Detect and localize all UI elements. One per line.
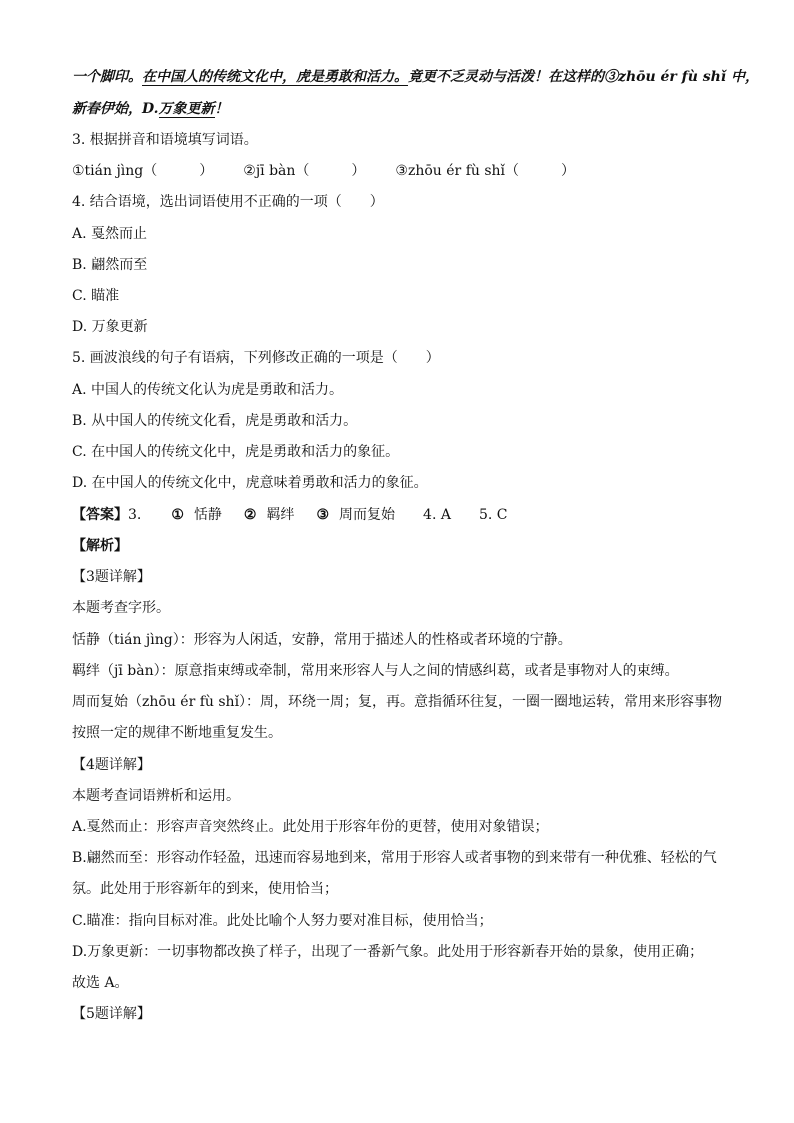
answer-mark-3: ③ (316, 507, 330, 523)
q3-detail-heading: 【3题详解】 (72, 569, 151, 585)
q4-detail-intro: 本题考查词语辨析和运用。 (72, 788, 240, 804)
q4-detail-a: A.戛然而止：形容声音突然终止。此处用于形容年份的更替，使用对象错误； (72, 819, 549, 835)
answer-q5: 5. C (478, 507, 508, 523)
answer-mark-2: ② (243, 507, 257, 523)
q5-detail-heading: 【5题详解】 (72, 1006, 151, 1022)
q3-detail-line-1: 恬静（tián jìng）：形容为人闲适，安静，常用于描述人的性格或者环境的宁静。 (72, 632, 572, 648)
answer-line (72, 506, 508, 524)
q4-option-b: B. 翩然而至 (72, 257, 148, 273)
passage-text: 一个脚印。 (72, 69, 142, 85)
analysis-label: 【解析】 (72, 538, 128, 554)
q3-item-2: ②jī bàn（ ） (243, 163, 366, 179)
q3-item-3: ③zhōu ér fù shǐ（ ） (395, 163, 576, 179)
q4-detail-b-line-1: B.翩然而至：形容动作轻盈，迅速而容易地到来，常用于形容人或者事物的到来带有一种优雅、轻松的气 (72, 850, 717, 866)
passage-line-1 (72, 68, 759, 86)
q3-detail-line-2: 羁绊（jī bàn）：原意指束缚或牵制，常用来形容人与人之间的情感纠葛，或者是事物对人的束缚。 (72, 663, 679, 679)
answer-word-1: 恬静 (193, 507, 222, 523)
passage-text: ！ (214, 101, 229, 117)
q5-option-a: A. 中国人的传统文化认为虎是勇敢和活力。 (72, 382, 344, 398)
underlined-word: 万象更新 (158, 101, 215, 117)
q4-option-c: C. 瞄准 (72, 288, 120, 304)
q3-item-1: ①tián jìng（ ） (72, 163, 214, 179)
q5-option-b: B. 从中国人的传统文化看，虎是勇敢和活力。 (72, 413, 358, 429)
answer-q3-number: 3. (128, 507, 142, 523)
answer-label: 【答案】 (72, 507, 128, 523)
question-5-stem: 5. 画波浪线的句子有语病，下列修改正确的一项是（ ） (72, 350, 440, 366)
question-4-stem: 4. 结合语境，选出词语使用不正确的一项（ ） (72, 194, 384, 210)
answer-word-3: 周而复始 (339, 507, 396, 523)
answer-q4: 4. A (423, 507, 451, 523)
q5-option-d: D. 在中国人的传统文化中，虎意味着勇敢和活力的象征。 (72, 475, 428, 491)
question-3-stem: 3. 根据拼音和语境填写词语。 (72, 132, 258, 148)
q3-detail-line-4: 按照一定的规律不断地重复发生。 (72, 725, 282, 741)
q3-detail-intro: 本题考查字形。 (72, 600, 170, 616)
q4-option-a: A. 戛然而止 (72, 226, 148, 242)
question-3-items (72, 162, 575, 180)
q4-detail-conclusion: 故选 A。 (72, 975, 129, 991)
q4-option-d: D. 万象更新 (72, 319, 148, 335)
q5-option-c: C. 在中国人的传统文化中，虎是勇敢和活力的象征。 (72, 444, 400, 460)
wavy-underlined-sentence: 在中国人的传统文化中，虎是勇敢和活力。 (142, 69, 408, 85)
q4-detail-b-line-2: 氛。此处用于形容新年的到来，使用恰当； (72, 881, 338, 897)
passage-line-2 (72, 100, 229, 118)
answer-mark-1: ① (171, 507, 184, 523)
q4-detail-heading: 【4题详解】 (72, 757, 151, 773)
q3-detail-line-3: 周而复始（zhōu ér fù shǐ）：周，环绕一周；复，再。意指循环往复，一圈一圈地运转，常用来形容事物 (72, 694, 723, 710)
passage-text: 竟更不乏灵动与活泼！在这样的③zhōu ér fù shǐ 中， (408, 69, 760, 85)
answer-word-2: 羁绊 (266, 507, 295, 523)
q4-detail-c: C.瞄准：指向目标对准。此处比喻个人努力要对准目标，使用恰当； (72, 913, 493, 929)
q4-detail-d: D.万象更新：一切事物都改换了样子，出现了一番新气象。此处用于形容新春开始的景象，使用正确； (72, 944, 704, 960)
passage-text: 新春伊始，D. (72, 101, 159, 117)
